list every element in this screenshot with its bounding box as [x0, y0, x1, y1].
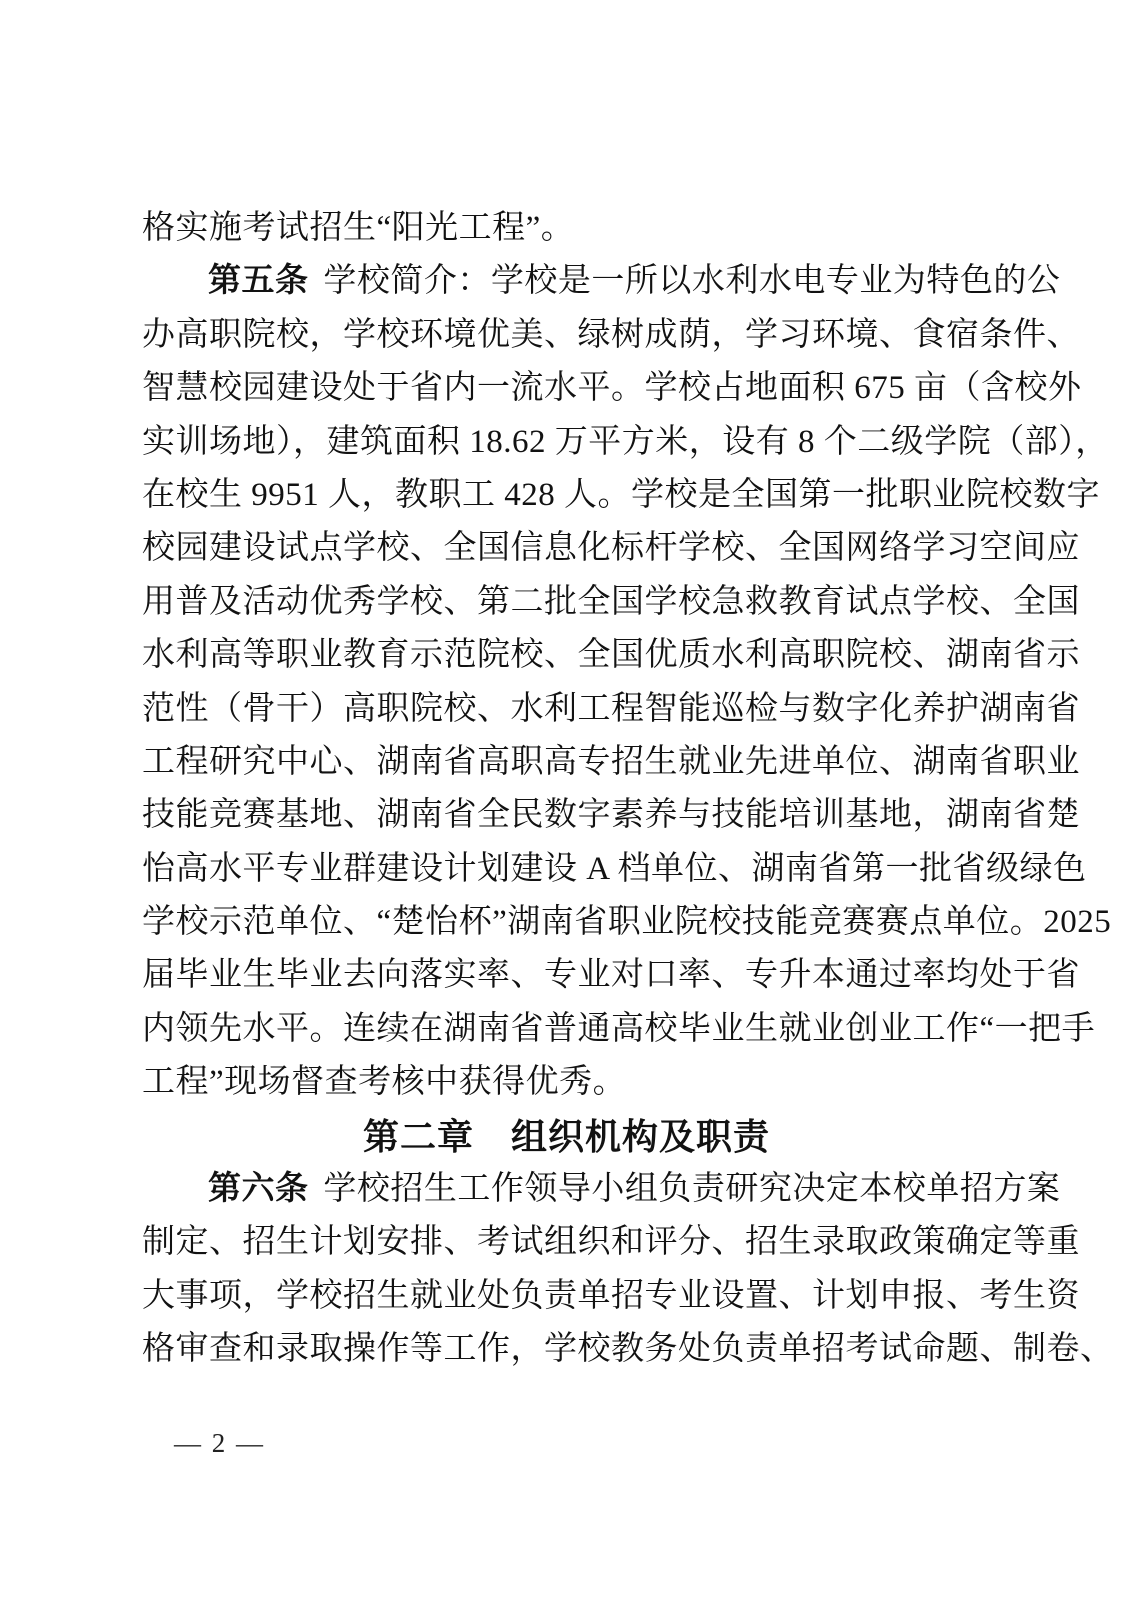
- body-line-article-6: [142, 1163, 1061, 1216]
- body-line: 格实施考试招生“阳光工程”。: [142, 210, 575, 246]
- body-line: 实训场地），建筑面积 18.62 万平方米，设有 8 个二级学院（部），: [142, 423, 1109, 460]
- body-line: 工程”现场督查考核中获得优秀。: [142, 1064, 627, 1101]
- body-line: 在校生 9951 人，教职工 428 人。学校是全国第一批职业院校数字: [142, 476, 1100, 513]
- body-line: 内领先水平。连续在湖南省普通高校毕业生就业创业工作“一把手: [142, 1010, 1096, 1047]
- body-line: 用普及活动优秀学校、第二批全国学校急救教育试点学校、全国: [142, 583, 1080, 620]
- body-line: 办高职院校，学校环境优美、绿树成荫，学习环境、食宿条件、: [142, 316, 1080, 353]
- body-line: 届毕业生毕业去向落实率、专业对口率、专升本通过率均处于省: [142, 957, 1080, 994]
- body-line: 水利高等职业教育示范院校、全国优质水利高职院校、湖南省示: [142, 637, 1080, 674]
- article-6-text: 学校招生工作领导小组负责研究决定本校单招方案: [323, 1171, 1061, 1208]
- page-number-footer: — 2 —: [174, 1428, 265, 1458]
- body-line: 工程研究中心、湖南省高职高专招生就业先进单位、湖南省职业: [142, 743, 1080, 780]
- body-line: 学校示范单位、“楚怡杯”湖南省职业院校技能竞赛赛点单位。2025: [142, 904, 1112, 941]
- article-6-number: 第六条: [208, 1171, 309, 1208]
- body-line-article-5: [142, 255, 1061, 308]
- body-line: 校园建设试点学校、全国信息化标杆学校、全国网络学习空间应: [142, 530, 1080, 567]
- article-5-number: 第五条: [208, 263, 309, 300]
- body-line: 技能竞赛基地、湖南省全民数字素养与技能培训基地，湖南省楚: [142, 797, 1080, 834]
- body-line: 大事项，学校招生就业处负责单招专业设置、计划申报、考生资: [142, 1277, 1080, 1314]
- body-line: 范性（骨干）高职院校、水利工程智能巡检与数字化养护湖南省: [142, 690, 1080, 727]
- body-line: 格审查和录取操作等工作，学校教务处负责单招考试命题、制卷、: [142, 1331, 1114, 1368]
- chapter-2-heading: 第二章 组织机构及职责: [362, 1115, 770, 1157]
- body-line: 制定、招生计划安排、考试组织和评分、招生录取政策确定等重: [142, 1224, 1080, 1261]
- body-line: 怡高水平专业群建设计划建设 A 档单位、湖南省第一批省级绿色: [142, 850, 1087, 887]
- article-5-text: 学校简介：学校是一所以水利水电专业为特色的公: [323, 263, 1061, 300]
- body-line: 智慧校园建设处于省内一流水平。学校占地面积 675 亩（含校外: [142, 370, 1082, 407]
- document-body: [142, 202, 1114, 1377]
